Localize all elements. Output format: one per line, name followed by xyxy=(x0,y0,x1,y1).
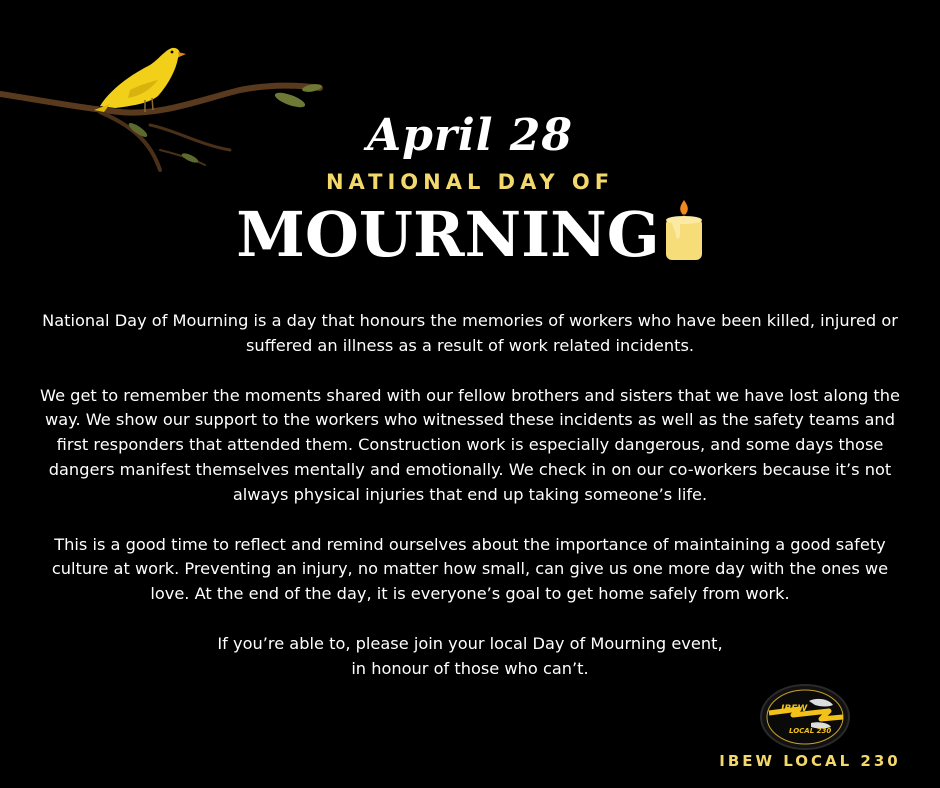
date-heading: April 28 xyxy=(366,110,574,161)
candle-icon xyxy=(664,198,704,260)
paragraph-intro: National Day of Mourning is a day that honours the memories of workers who have been killed, injured or suffered an illness as a result of work related incidents. xyxy=(42,311,898,355)
body-text xyxy=(40,309,900,682)
canary-icon xyxy=(94,48,186,112)
org-name: IBEW LOCAL 230 xyxy=(719,752,901,770)
closing-line-1: If you’re able to, please join your local Day of Mourning event, xyxy=(217,633,723,653)
subtitle-heading: NATIONAL DAY OF xyxy=(325,170,615,194)
closing-line-2: in honour of those who can’t. xyxy=(351,658,589,678)
paragraph-closing xyxy=(40,632,900,682)
paragraph-remember: We get to remember the moments shared with our fellow brothers and sisters that we have lost along the way. We show our support to the workers who witnessed these incidents as well as the safety teams and first responders that attended them. Construction work is especially dangerous, and some days those dangers manifest themselves mentally and emotionally. We check in on our co-workers because it’s not always physical injuries that end up taking someone’s life. xyxy=(40,385,900,504)
svg-text:LOCAL 230: LOCAL 230 xyxy=(789,727,832,735)
paragraph-safety: This is a good time to reflect and remind ourselves about the importance of maintaining a good safety culture at work. Preventing an injury, no matter how small, can give us one more day with the ones we love. At the end of the day, it is everyone’s goal to get home safely from work. xyxy=(51,534,889,604)
headline-container xyxy=(0,198,940,271)
ibew-logo-icon xyxy=(759,683,851,751)
svg-text:IBEW: IBEW xyxy=(781,704,808,714)
page-title: MOURNING xyxy=(236,198,660,271)
